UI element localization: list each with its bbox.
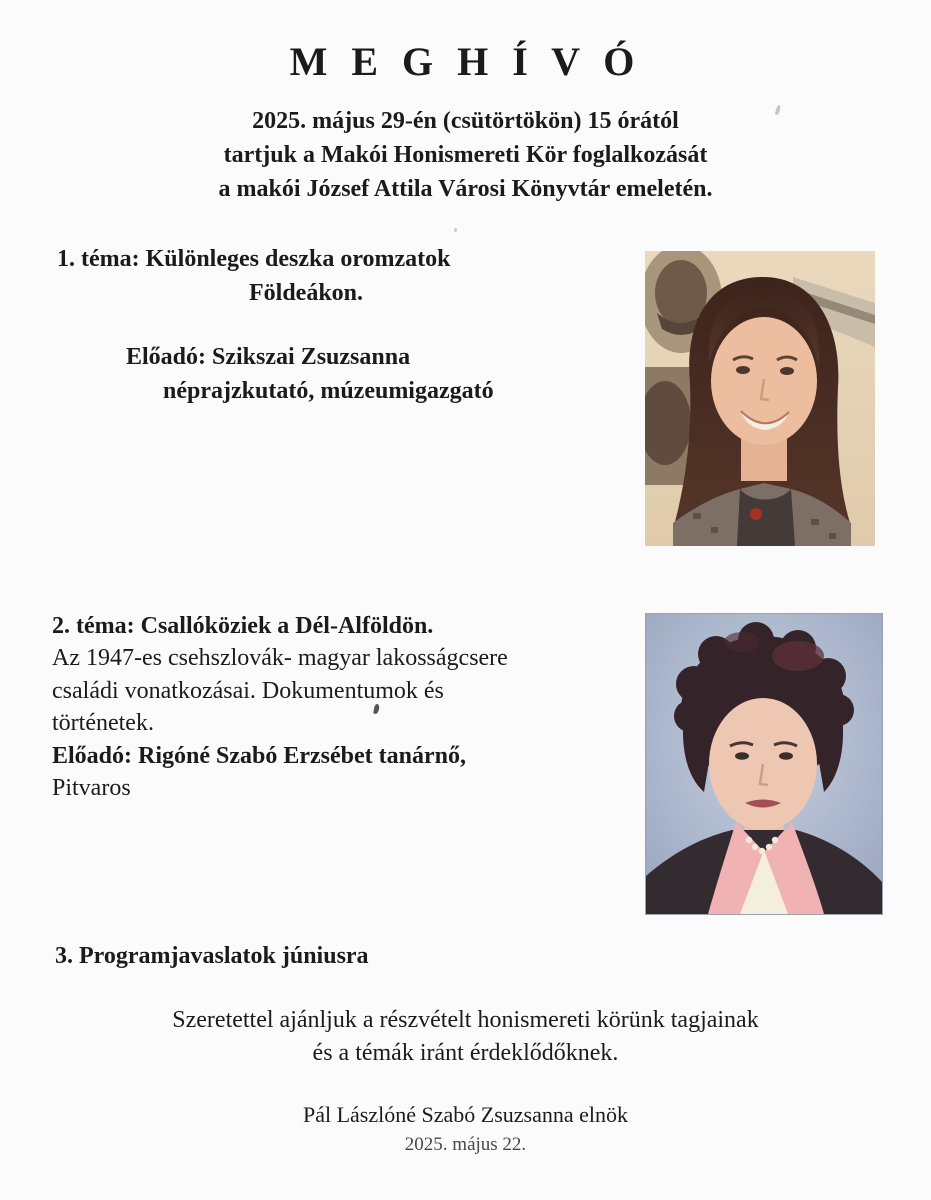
intro-block xyxy=(0,104,931,206)
topic2-heading: 2. téma: Csallóköziek a Dél-Alföldön. xyxy=(52,613,434,639)
topic1-presenter-name: Előadó: Szikszai Zsuzsanna xyxy=(126,344,411,370)
signature-date: 2025. május 22. xyxy=(404,1134,527,1155)
topic2-body-line3: történetek. xyxy=(52,710,154,737)
intro-line-3: a makói József Attila Városi Könyvtár emeletén. xyxy=(218,176,713,202)
topic2-presenter-location: Pitvaros xyxy=(52,775,131,802)
topic1-presenter-title: néprajzkutató, múzeumigazgató xyxy=(163,378,494,404)
portrait-rigone-szabo-erzsebet-illustration xyxy=(646,614,882,914)
portrait-szikszai-zsuzsanna-illustration xyxy=(645,251,875,546)
closing-block xyxy=(0,1004,931,1070)
closing-line-2: és a témák iránt érdeklődőknek. xyxy=(312,1040,619,1066)
topic2-block xyxy=(52,610,508,804)
intro-line-2: tartjuk a Makói Honismereti Kör foglalkozását xyxy=(223,142,708,168)
scan-speck xyxy=(454,228,457,232)
topic1-heading-line1: 1. téma: Különleges deszka oromzatok xyxy=(57,246,451,272)
photo-szikszai-zsuzsanna xyxy=(645,251,875,546)
topic2-body-line2: családi vonatkozásai. Dokumentumok és xyxy=(52,677,444,704)
topic2-presenter: Előadó: Rigóné Szabó Erzsébet tanárnő, xyxy=(52,742,466,769)
intro-line-1: 2025. május 29-én (csütörtökön) 15 órától xyxy=(252,108,679,134)
topic3-heading: 3. Programjavaslatok júniusra xyxy=(55,943,369,969)
signature-name: Pál Lászlóné Szabó Zsuzsanna elnök xyxy=(302,1102,628,1127)
topic1-heading-line2: Földeákon. xyxy=(249,280,364,306)
topic2-body-line1: Az 1947-es csehszlovák- magyar lakosságcsere xyxy=(52,645,508,672)
photo-rigone-szabo-erzsebet xyxy=(645,613,883,915)
closing-line-1: Szeretettel ajánljuk a részvételt honismereti körünk tagjainak xyxy=(172,1007,759,1033)
invitation-title: M E G H Í V Ó xyxy=(289,39,642,84)
